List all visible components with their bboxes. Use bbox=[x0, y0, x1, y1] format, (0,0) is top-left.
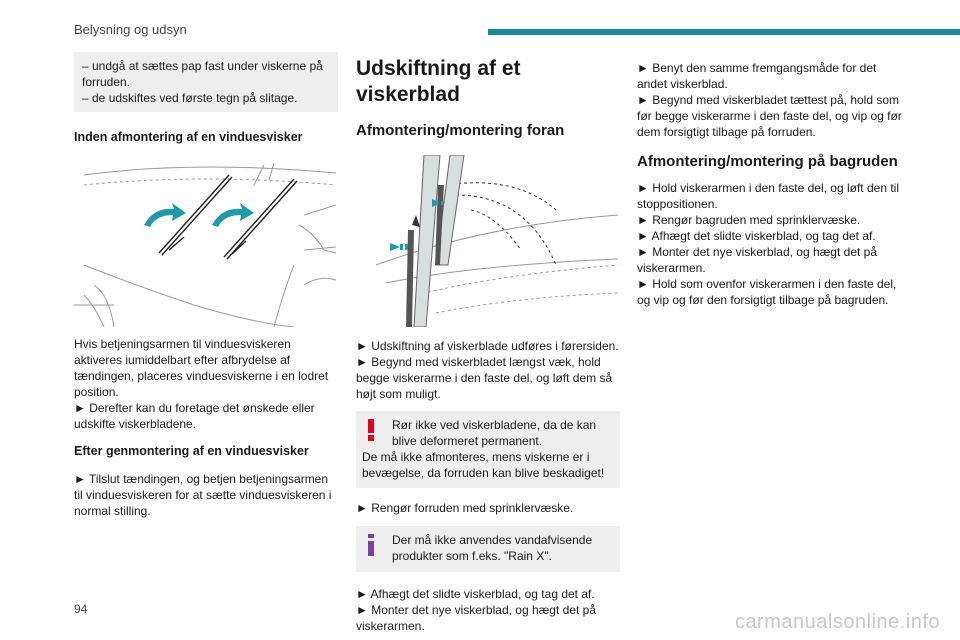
heading-after-reinstall: Efter genmontering af en vinduesvisker bbox=[74, 444, 309, 458]
rear-step-1: ► Hold viskerarmen i den faste del, og løft den til stoppositionen. bbox=[637, 181, 899, 211]
front-step-5: ► Monter det nye viskerblad, og hægt det på viskerarmen. bbox=[356, 603, 597, 633]
front-subtitle: Afmontering/montering foran bbox=[356, 122, 565, 139]
rear-step-4: ► Monter det nye viskerblad, og hægt det på viskerarmen. bbox=[637, 245, 878, 275]
page-number: 94 bbox=[74, 602, 88, 616]
header-title: Belysning og udsyn bbox=[74, 22, 187, 37]
header-accent-bar bbox=[488, 29, 960, 35]
tip-box bbox=[74, 52, 338, 112]
rear-subtitle: Afmontering/montering på bagruden bbox=[637, 153, 898, 170]
windshield-wipers-illustration bbox=[74, 155, 338, 327]
warning-box bbox=[356, 411, 620, 488]
warning-line-1: Rør ikke ved viskerbladene, da de kan blive deformeret permanent. bbox=[392, 418, 597, 448]
column-middle bbox=[356, 52, 620, 634]
tip-line-2: – de udskiftes ved første tegn på slitage. bbox=[82, 91, 298, 105]
wiper-blade-illustration bbox=[356, 155, 620, 327]
watermark: carmanualsonline.info bbox=[734, 611, 940, 633]
info-text: Der må ikke anvendes vandafvisende produkter som f.eks. "Rain X". bbox=[392, 533, 593, 563]
rear-step-2: ► Rengør bagruden med sprinklervæske. bbox=[637, 213, 861, 227]
warning-exclamation-icon bbox=[366, 419, 376, 441]
before-removal-step: ► Derefter kan du foretage det ønskede eller udskifte viskerbladene. bbox=[74, 401, 315, 431]
front-step-6: ► Benyt den samme fremgangsmåde for det andet viskerblad. bbox=[637, 61, 877, 91]
after-reinstall-step: ► Tilslut tændingen, og betjen betjeningsarmen til vinduesviskeren for at sætte vinduesviskeren i normal stilling. bbox=[74, 472, 332, 518]
front-step-4: ► Afhægt det slidte viskerblad, og tag det af. bbox=[356, 587, 595, 601]
rear-step-5: ► Hold som ovenfor viskerarmen i den faste del, og vip og før den forsigtigt tilbage på bagruden. bbox=[637, 277, 897, 307]
info-icon bbox=[366, 534, 376, 556]
column-right bbox=[637, 52, 907, 308]
front-step-3: ► Rengør forruden med sprinklervæske. bbox=[356, 501, 574, 515]
heading-before-removal: Inden afmontering af en vinduesvisker bbox=[74, 130, 303, 144]
front-step-1: ► Udskiftning af viskerblade udføres i førersiden. bbox=[356, 339, 619, 353]
warning-line-2: De må ikke afmonteres, mens viskerne er i bevægelse, da forruden kan blive beskadiget! bbox=[362, 450, 605, 480]
section-title: Udskiftning af et viskerblad bbox=[356, 57, 521, 106]
before-removal-paragraph: Hvis betjeningsarmen til vinduesviskeren aktiveres iumiddelbart efter afbrydelse af tændingen, placeres vinduesviskerne i en lodret position. bbox=[74, 337, 329, 399]
front-step-7: ► Begynd med viskerbladet tættest på, hold som før begge viskerarme i den faste del, og vip og før dem forsigtigt tilbage på forruden. bbox=[637, 93, 902, 139]
column-left bbox=[74, 52, 338, 519]
info-box bbox=[356, 526, 620, 572]
front-step-2: ► Begynd med viskerbladet længst væk, hold begge viskerarme i den faste del, og løft dem så højt som muligt. bbox=[356, 355, 613, 401]
tip-line-1: – undgå at sættes pap fast under viskerne på forruden. bbox=[82, 59, 323, 89]
rear-step-3: ► Afhægt det slidte viskerblad, og tag det af. bbox=[637, 229, 876, 243]
